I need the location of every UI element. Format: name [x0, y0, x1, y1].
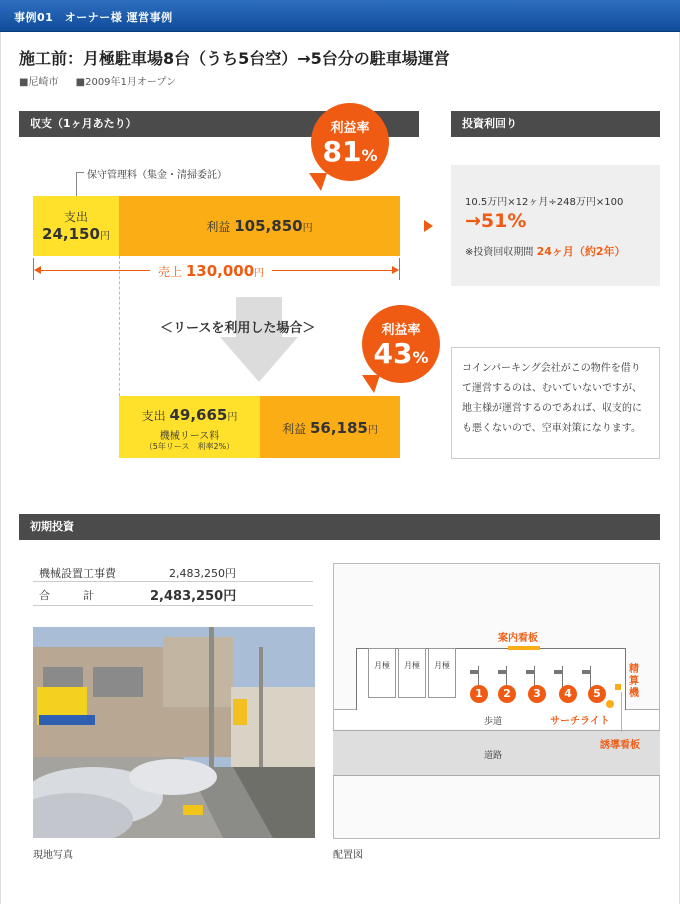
lease-margin-label: 利益率: [381, 323, 421, 338]
payment-machine-mark: [615, 684, 621, 690]
margin-bubble: [311, 103, 389, 181]
down-arrow-head: [220, 337, 298, 382]
margin-value: 81: [322, 135, 362, 168]
case-opened: ■2009年1月オープン: [75, 77, 177, 88]
site-photo: [33, 627, 315, 838]
lease-profit-amount: [260, 419, 400, 437]
margin-percent: %: [361, 146, 378, 165]
case-title: 施工前：月極駐車場8台（うち5台空）→5台分の駐車場運営: [19, 49, 450, 68]
lease-terms: （5年リース 利率2%）: [144, 442, 235, 451]
roi-section-header: 投資利回り: [451, 111, 660, 137]
cost-label: 機械設置工事費: [39, 567, 116, 580]
lease-expense-amount: [119, 406, 260, 424]
lease-expense-bar: [119, 396, 260, 458]
case-info: [19, 73, 190, 88]
monthly-slot: [368, 648, 396, 698]
cost-total-label: 合 計: [39, 589, 94, 602]
lease-fee: 機械リース料: [159, 431, 220, 442]
spot-number: 1: [470, 685, 488, 703]
monthly-slot-label: 月極: [434, 661, 450, 670]
cost-total-value: 2,483,250円: [150, 589, 237, 604]
wheel-stop: [554, 670, 562, 674]
layout-diagram: [333, 563, 660, 839]
sales-label: 売上: [158, 265, 183, 279]
spot-number: 5: [588, 685, 606, 703]
search-light-mark: [606, 700, 614, 708]
case-location: ■尼崎市: [19, 77, 59, 88]
maintenance-note: 保守管理料（集金・清掃委託）: [87, 170, 227, 181]
lease-margin-bubble: [362, 305, 440, 383]
photo-caption: 現地写真: [33, 850, 73, 861]
payback-value: 24ヶ月（約2年）: [536, 245, 626, 258]
profit-amount: [119, 217, 400, 235]
lease-margin-value: 43: [373, 337, 413, 370]
site-photo-illustration: [33, 627, 315, 838]
expense-label: 支出: [63, 210, 88, 224]
wheel-stop: [526, 670, 534, 674]
margin-label: 利益率: [330, 121, 370, 136]
roi-pointer-arrow: [424, 220, 433, 232]
lease-profit-yen: 円: [367, 425, 378, 436]
spot-number: 2: [498, 685, 516, 703]
spot-number: 3: [528, 685, 546, 703]
payback-label: ※投資回収期間: [465, 247, 534, 258]
cost-row-total: [33, 582, 313, 606]
expense-amount: [33, 225, 119, 243]
profit-label: 利益: [206, 220, 231, 234]
lease-profit-label: 利益: [282, 422, 307, 436]
header-title: 事例01 オーナー様 運営事例: [14, 11, 173, 24]
monthly-slot-label: 月極: [374, 661, 390, 670]
lead-sign-pointer: [621, 692, 622, 732]
monthly-slot: [398, 648, 426, 698]
roi-box: [451, 165, 660, 286]
wheel-stop: [470, 670, 478, 674]
monthly-slot: [428, 648, 456, 698]
cost-value: 2,483,250円: [169, 567, 236, 580]
lease-expense-yen: 円: [227, 412, 238, 423]
profit-value: 105,850: [234, 217, 303, 235]
roi-payback: [465, 243, 626, 259]
search-light-label: サーチライト: [550, 716, 610, 727]
margin-bubble-tail: [309, 173, 327, 191]
cost-row-install: [33, 562, 313, 582]
road-label: 道路: [484, 751, 503, 761]
expense-bar: [33, 196, 119, 256]
lease-profit-bar: [260, 396, 400, 458]
wheel-stop: [498, 670, 506, 674]
monthly-slot-label: 月極: [404, 661, 420, 670]
wheel-stop: [582, 670, 590, 674]
note-leader-tick: [76, 172, 84, 173]
note-box: コインパーキング会社がこの物件を借りて運営するのは、むいていないですが、地主様が運営するのであれば、収支的にも悪くないので、空車対策になります。: [451, 347, 660, 459]
spot-number: 4: [559, 685, 577, 703]
cost-table: [33, 562, 313, 606]
guide-dash-line: [119, 256, 120, 396]
guide-sign-label: 案内看板: [498, 633, 538, 644]
profit-bar: [119, 196, 400, 256]
lease-margin-percent: %: [412, 348, 429, 367]
layout-caption: 配置図: [333, 850, 363, 861]
lease-expense-label: 支出: [141, 409, 166, 423]
sales-value: 130,000: [185, 262, 255, 280]
lease-expense-value: 49,665: [169, 406, 228, 424]
sales-marker-right: [399, 258, 400, 280]
sales-yen: 円: [254, 268, 265, 279]
sales-amount: [150, 262, 272, 280]
sales-arrow-right: [392, 266, 399, 274]
sidewalk-label: 歩道: [484, 717, 503, 727]
note-leader-line: [76, 172, 77, 196]
profit-yen: 円: [302, 223, 313, 234]
sales-arrow-left: [34, 266, 41, 274]
roi-formula: 10.5万円×12ヶ月÷248万円×100: [465, 197, 624, 208]
lease-bubble-tail: [362, 375, 380, 393]
lease-profit-value: 56,185: [309, 419, 368, 437]
expense-value: 24,150: [42, 225, 100, 243]
income-section-header: 収支（1ヶ月あたり）: [19, 111, 419, 137]
lease-heading: ＜リースを利用した場合＞: [160, 321, 316, 336]
lead-sign-label: 誘導看板: [600, 740, 640, 751]
roi-result: →51%: [465, 210, 527, 232]
payment-machine-label: 精算機: [629, 664, 639, 699]
initial-section-header: 初期投資: [19, 514, 660, 540]
expense-yen: 円: [99, 231, 110, 242]
